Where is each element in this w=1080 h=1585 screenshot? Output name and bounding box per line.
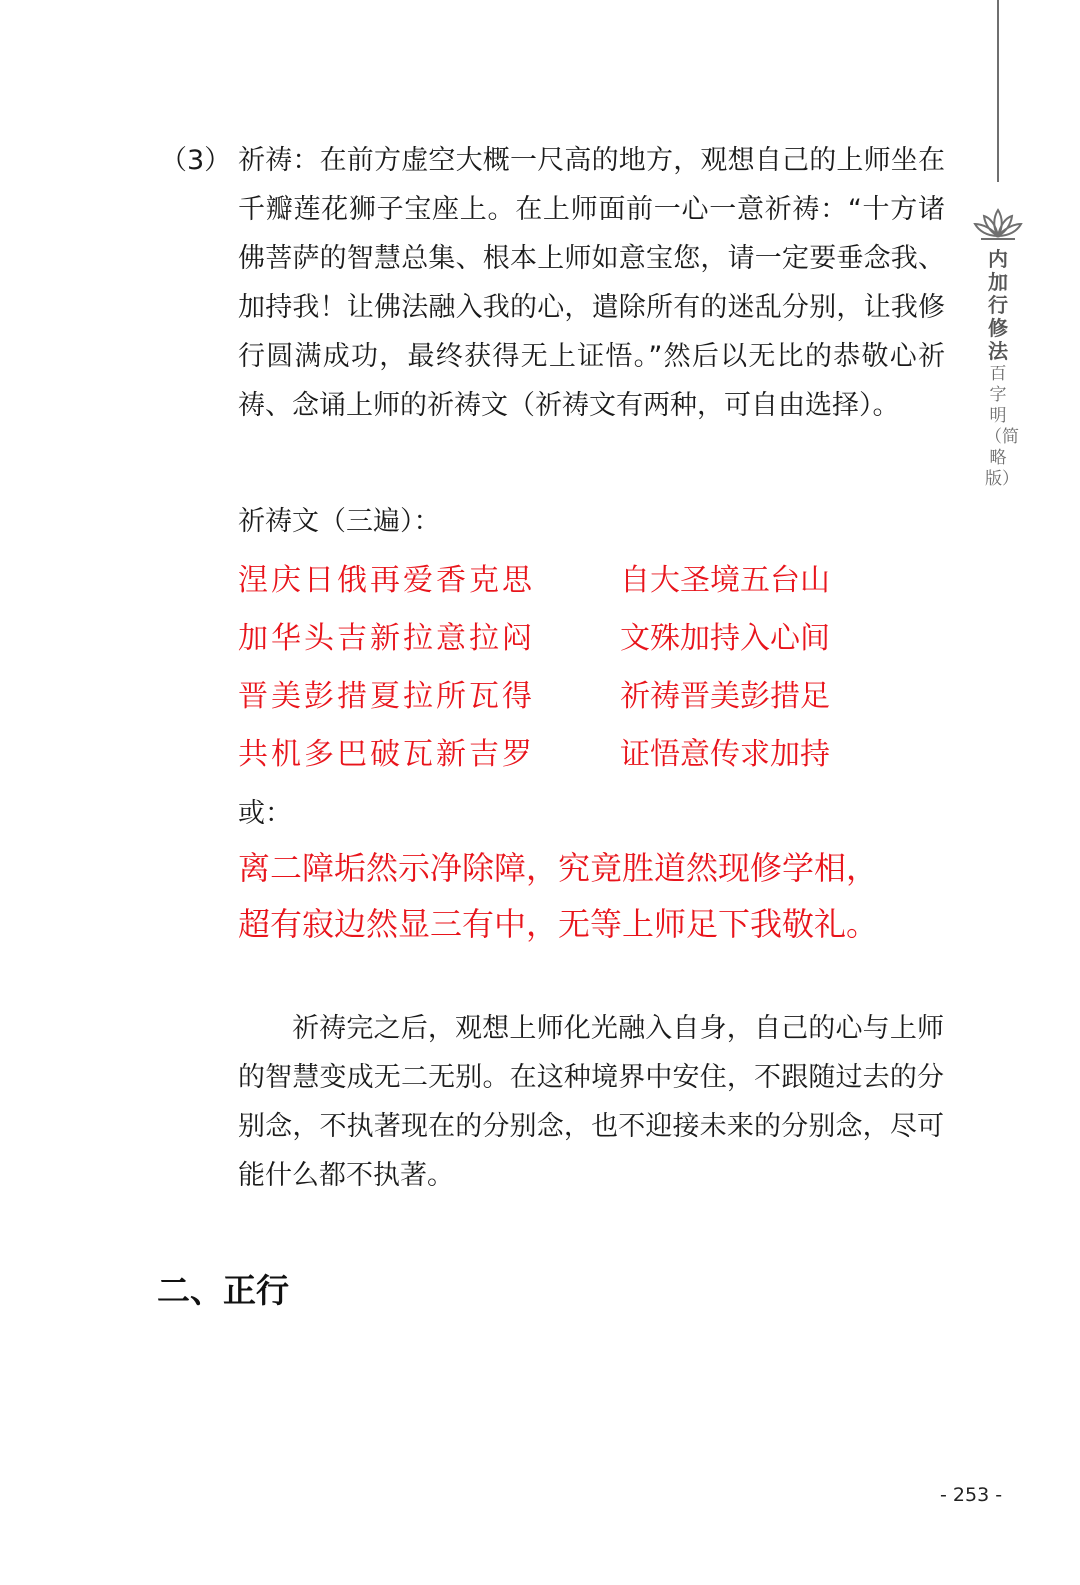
section-heading: 二、正行 bbox=[157, 1271, 289, 1310]
item-3-text: 祈祷：在前方虚空大概一尺高的地方，观想自己的上师坐在千瓣莲花狮子宝座上。在上师面前一心一意祈祷：“十方诸佛菩萨的智慧总集、根本上师如意宝您，请一定要垂念我、加持我！让佛法融入我的心，遣除所有的迷乱分别，让我修行圆满成功，最终获得无上证悟。”然后以无比的恭敬心祈祷、念诵上师的祈祷文（祈祷文有两种，可自由选择）。 bbox=[238, 145, 945, 421]
side-vertical-rule bbox=[997, 0, 999, 182]
verse-transliteration: 涅庆日俄再爱香克思 bbox=[238, 563, 535, 598]
verse-meaning: 文殊加持入心间 bbox=[620, 621, 830, 656]
item-number: （3） bbox=[160, 145, 232, 176]
verse-row bbox=[238, 732, 938, 790]
verse-meaning: 祈祷晋美彭措足 bbox=[620, 679, 830, 714]
alternative-prayer-line: 超有寂边然显三有中，无等上师足下我敬礼。 bbox=[238, 905, 879, 943]
verse-row bbox=[238, 674, 938, 732]
alternative-prayer-line: 离二障垢然示净除障，究竟胜道然现修学相， bbox=[238, 849, 879, 887]
verse-transliteration: 加华头吉新拉意拉闷 bbox=[238, 621, 535, 656]
prayer-verses bbox=[238, 558, 938, 790]
prayer-label: 祈祷文（三遍）： bbox=[238, 506, 441, 537]
verse-row bbox=[238, 558, 938, 616]
side-chapter-subtitle: 百字明（简略版） bbox=[985, 364, 1019, 489]
after-prayer-paragraph: 祈祷完之后，观想上师化光融入自身，自己的心与上师的智慧变成无二无别。在这种境界中安住，不跟随过去的分别念，不执著现在的分别念，也不迎接未来的分别念，尽可能什么都不执著。 bbox=[238, 1013, 944, 1191]
verse-meaning: 自大圣境五台山 bbox=[620, 563, 830, 598]
verse-row bbox=[238, 616, 938, 674]
or-label: 或： bbox=[238, 798, 292, 829]
item-3-paragraph bbox=[160, 136, 945, 430]
side-chapter-title: 内加行修法 bbox=[988, 247, 1008, 363]
page-number: - 253 - bbox=[940, 1484, 1003, 1506]
verse-transliteration: 共机多巴破瓦新吉罗 bbox=[238, 737, 535, 772]
verse-transliteration: 晋美彭措夏拉所瓦得 bbox=[238, 679, 535, 714]
alternative-prayer bbox=[238, 840, 958, 952]
verse-meaning: 证悟意传求加持 bbox=[620, 737, 830, 772]
lotus-icon bbox=[973, 206, 1023, 242]
